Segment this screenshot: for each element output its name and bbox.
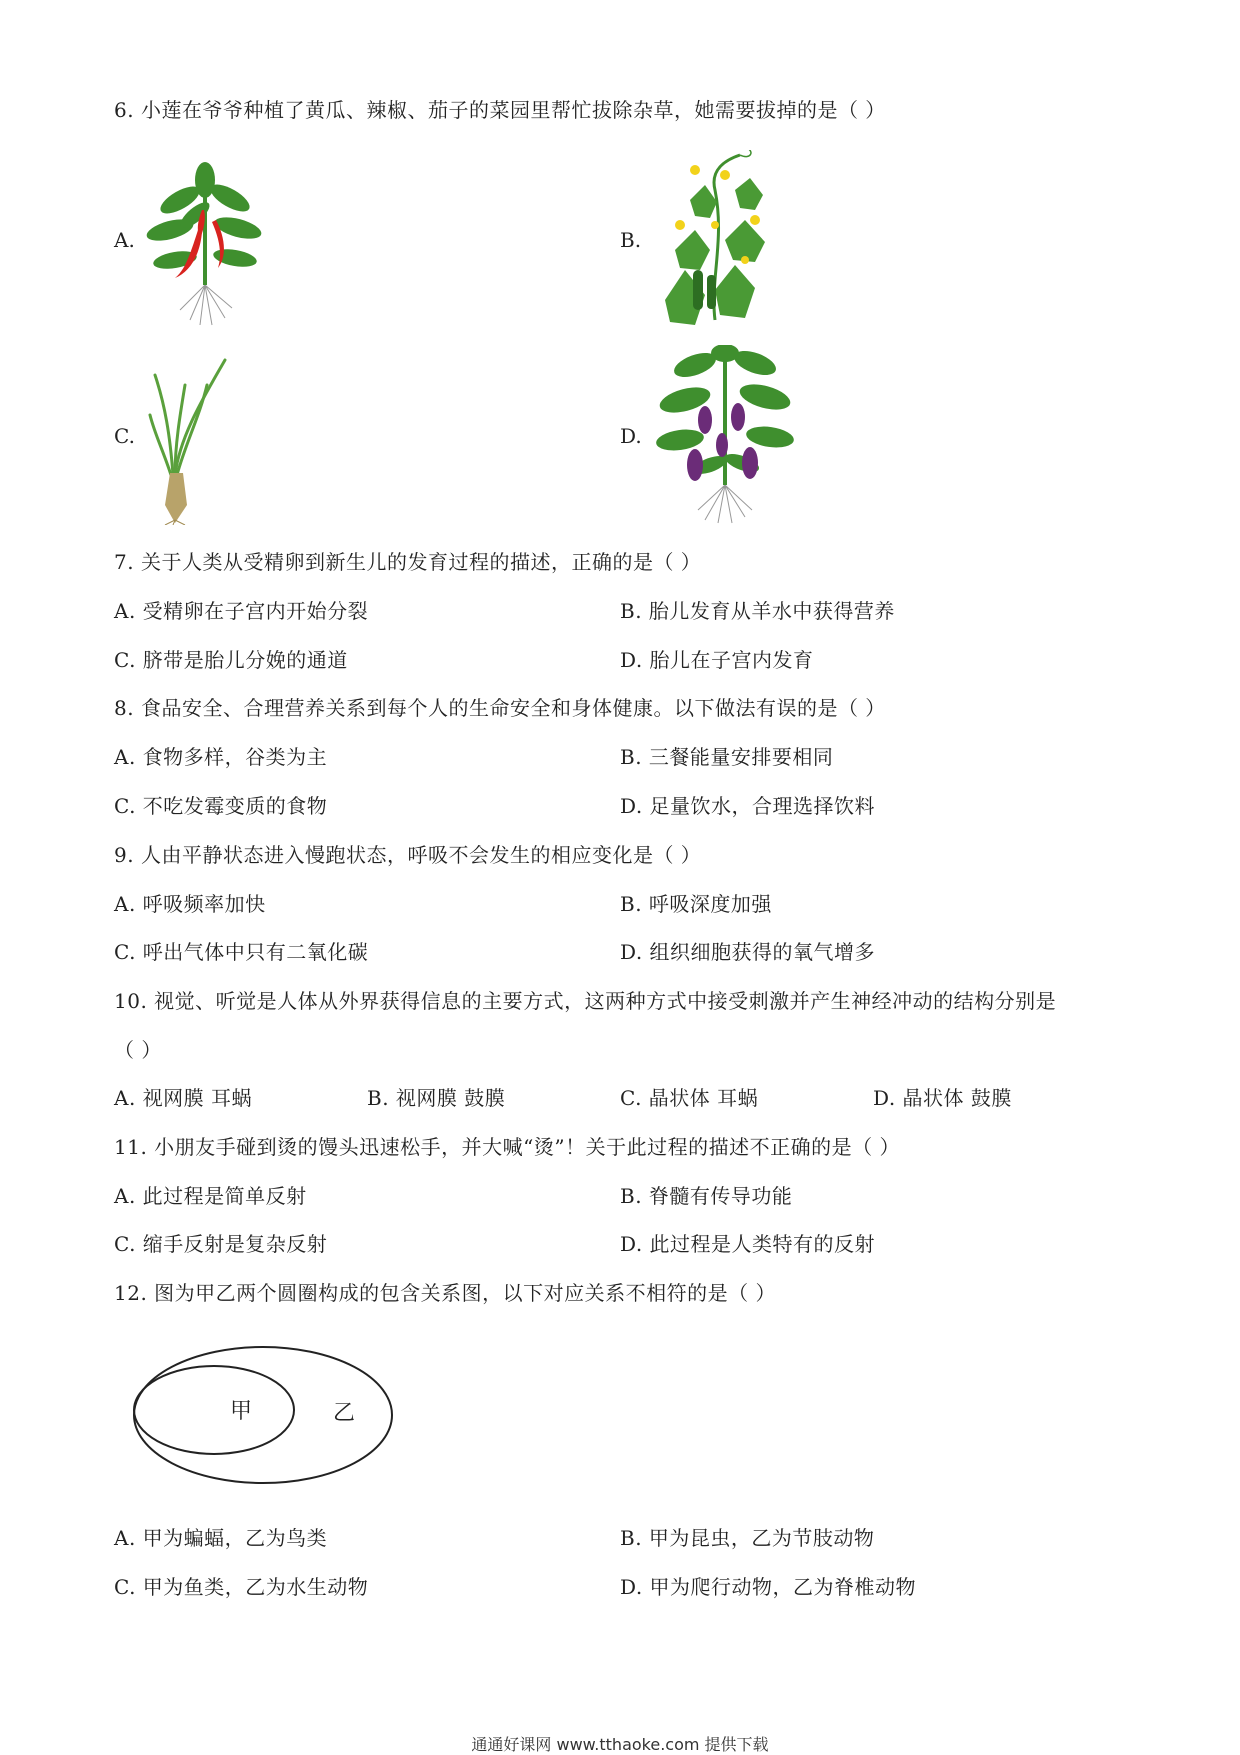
q8-option-d: D. 足量饮水，合理选择饮料 (620, 794, 876, 818)
q10-option-a: A. 视网膜 耳蜗 (114, 1086, 253, 1110)
cucumber-plant-icon (655, 150, 785, 330)
q12-option-d: D. 甲为爬行动物，乙为脊椎动物 (620, 1575, 917, 1599)
q7-option-c: C. 脐带是胎儿分娩的通道 (114, 648, 348, 672)
eggplant-plant-icon (650, 345, 800, 525)
question-12-stem: 12. 图为甲乙两个圆圈构成的包含关系图，以下对应关系不相符的是（ ） (114, 1281, 777, 1305)
q10-option-b: B. 视网膜 鼓膜 (367, 1086, 506, 1110)
q8-option-b: B. 三餐能量安排要相同 (620, 745, 834, 769)
question-10-stem: 10. 视觉、听觉是人体从外界获得信息的主要方式，这两种方式中接受刺激并产生神经冲动的结构分别是 (114, 989, 1057, 1013)
q9-option-d: D. 组织细胞获得的氧气增多 (620, 940, 876, 964)
q11-option-d: D. 此过程是人类特有的反射 (620, 1232, 876, 1256)
page-footer: 通通好课网 www.tthaoke.com 提供下载 (471, 1735, 769, 1754)
q11-option-b: B. 脊髓有传导功能 (620, 1184, 793, 1208)
option-c-label: C. (114, 424, 135, 448)
q8-option-c: C. 不吃发霉变质的食物 (114, 794, 328, 818)
question-10-stem-bracket: （ ） (114, 1038, 162, 1062)
q12-option-c: C. 甲为鱼类，乙为水生动物 (114, 1575, 369, 1599)
q12-option-b: B. 甲为昆虫，乙为节肢动物 (620, 1526, 875, 1550)
q7-option-d: D. 胎儿在子宫内发育 (620, 648, 814, 672)
q11-option-c: C. 缩手反射是复杂反射 (114, 1232, 328, 1256)
q10-option-c: C. 晶状体 耳蜗 (620, 1086, 759, 1110)
q7-option-a: A. 受精卵在子宫内开始分裂 (114, 599, 369, 623)
q9-option-c: C. 呼出气体中只有二氧化碳 (114, 940, 369, 964)
pepper-plant-icon (140, 160, 270, 330)
question-7-stem: 7. 关于人类从受精卵到新生儿的发育过程的描述，正确的是（ ） (114, 550, 702, 574)
option-b-label: B. (620, 228, 642, 252)
q9-option-a: A. 呼吸频率加快 (114, 892, 266, 916)
q10-option-d: D. 晶状体 鼓膜 (873, 1086, 1012, 1110)
question-6-stem: 6. 小莲在爷爷种植了黄瓜、辣椒、茄子的菜园里帮忙拔除杂草，她需要拔掉的是（ ） (114, 98, 886, 122)
option-d-label: D. (620, 424, 642, 448)
q7-option-b: B. 胎儿发育从羊水中获得营养 (620, 599, 895, 623)
q12-option-a: A. 甲为蝙蝠，乙为鸟类 (114, 1526, 328, 1550)
question-8-stem: 8. 食品安全、合理营养关系到每个人的生命安全和身体健康。以下做法有误的是（ ） (114, 696, 886, 720)
question-11-stem: 11. 小朋友手碰到烫的馒头迅速松手，并大喊“烫”！关于此过程的描述不正确的是（ ） (114, 1135, 900, 1159)
q9-option-b: B. 呼吸深度加强 (620, 892, 772, 916)
inclusion-diagram (128, 1340, 398, 1490)
option-a-label: A. (114, 228, 135, 252)
inner-circle-jia (134, 1366, 294, 1454)
inner-label: 甲 (230, 1399, 253, 1424)
q8-option-a: A. 食物多样，谷类为主 (114, 745, 328, 769)
outer-label: 乙 (333, 1401, 356, 1426)
question-9-stem: 9. 人由平静状态进入慢跑状态，呼吸不会发生的相应变化是（ ） (114, 843, 702, 867)
grass-weed-icon (145, 355, 235, 525)
q11-option-a: A. 此过程是简单反射 (114, 1184, 307, 1208)
